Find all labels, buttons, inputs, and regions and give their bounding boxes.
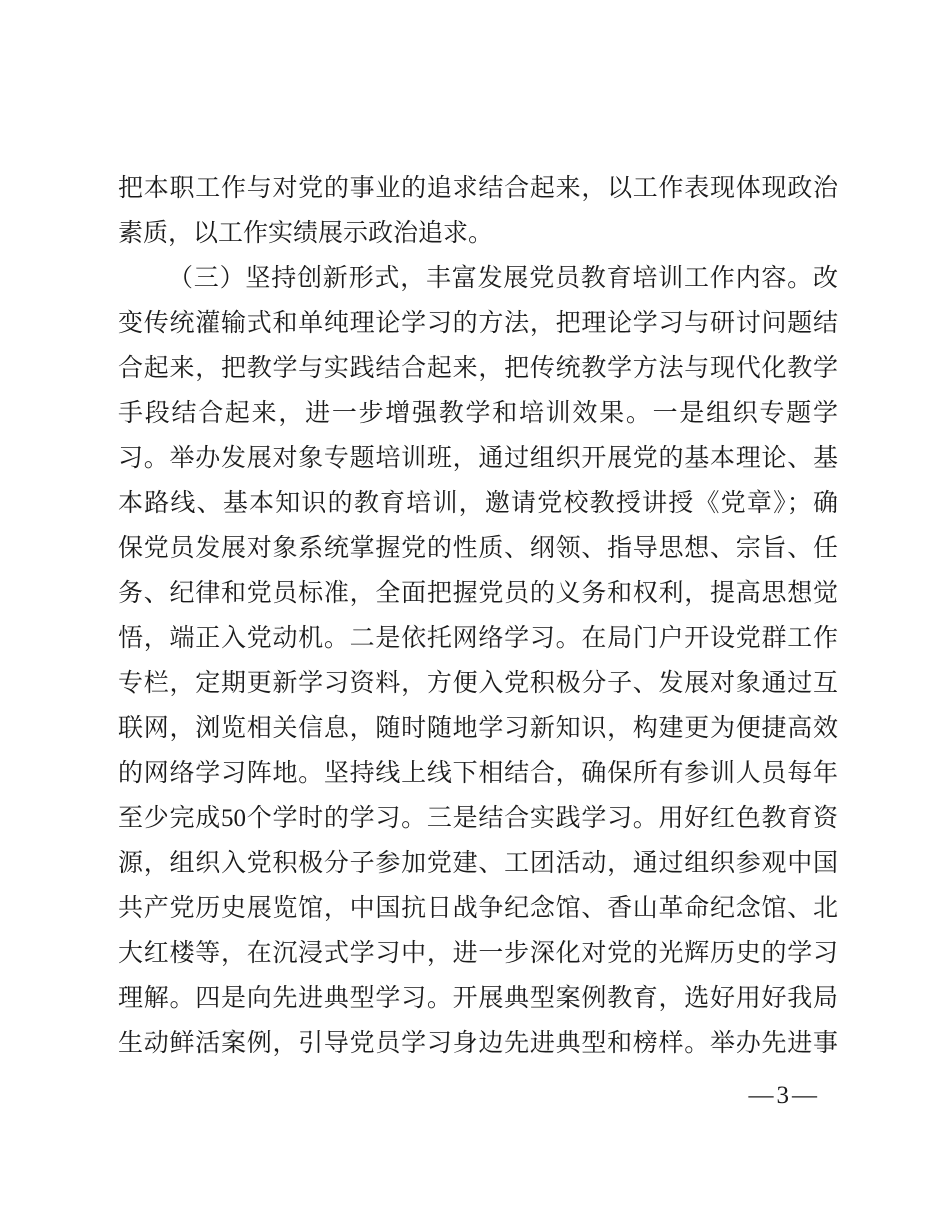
text-line: 保党员发展对象系统掌握党的性质、纲领、指导思想、宗旨、任	[118, 535, 838, 562]
text-line: 共产党历史展览馆，中国抗日战争纪念馆、香山革命纪念馆、北	[118, 895, 838, 922]
text-line: 至少完成50个学时的学习。三是结合实践学习。用好红色教育资	[118, 805, 838, 832]
text-line: 源，组织入党积极分子参加党建、工团活动，通过组织参观中国	[118, 850, 838, 877]
text-line: 把本职工作与对党的事业的追求结合起来，以工作表现体现政治	[118, 175, 838, 202]
text-line: 习。举办发展对象专题培训班，通过组织开展党的基本理论、基	[118, 445, 838, 472]
text-line: 素质，以工作实绩展示政治追求。	[118, 220, 494, 247]
text-line: 务、纪律和党员标准，全面把握党员的义务和权利，提高思想觉	[118, 580, 838, 607]
text-line: 手段结合起来，进一步增强教学和培训效果。一是组织专题学	[118, 400, 838, 427]
text-line: 变传统灌输式和单纯理论学习的方法，把理论学习与研讨问题结	[118, 310, 838, 337]
document-body	[118, 166, 838, 1066]
paragraph-heading-line: （三）坚持创新形式，丰富发展党员教育培训工作内容。改	[168, 265, 838, 292]
text-line: 悟，端正入党动机。二是依托网络学习。在局门户开设党群工作	[118, 625, 838, 652]
text-line: 合起来，把教学与实践结合起来，把传统教学方法与现代化教学	[118, 355, 838, 382]
text-line: 理解。四是向先进典型学习。开展典型案例教育，选好用好我局	[118, 985, 838, 1012]
page-footer	[749, 1073, 821, 1118]
text-line: 生动鲜活案例，引导党员学习身边先进典型和榜样。举办先进事	[118, 1030, 838, 1057]
page-number: —3—	[748, 1082, 820, 1109]
text-line: 联网，浏览相关信息，随时随地学习新知识，构建更为便捷高效	[118, 715, 838, 742]
text-line: 专栏，定期更新学习资料，方便入党积极分子、发展对象通过互	[118, 670, 838, 697]
text-line: 的网络学习阵地。坚持线上线下相结合，确保所有参训人员每年	[118, 760, 838, 787]
text-line: 本路线、基本知识的教育培训，邀请党校教授讲授《党章》；确	[118, 490, 838, 517]
text-line: 大红楼等，在沉浸式学习中，进一步深化对党的光辉历史的学习	[118, 940, 838, 967]
